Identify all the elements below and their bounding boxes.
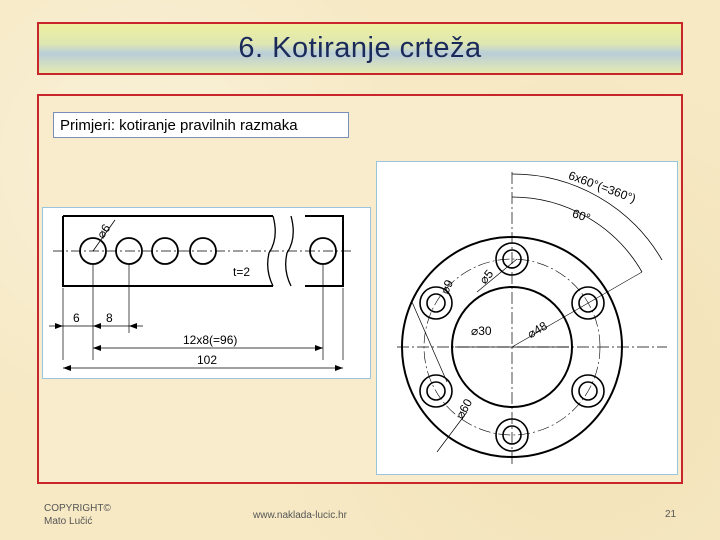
- outer-dia-label: ⌀60: [452, 396, 476, 422]
- copyright-line2: Mato Lučić: [44, 516, 93, 527]
- subtitle-box: [53, 112, 349, 138]
- hole-dia-label: ⌀6: [93, 221, 114, 241]
- copyright: [44, 502, 111, 528]
- pcd-label: ⌀48: [524, 318, 550, 342]
- strip-drawing: [43, 208, 370, 378]
- right-drawing-panel: [376, 161, 678, 475]
- flange-drawing: [377, 162, 677, 474]
- angle-total-label: 6x60°(=360°): [566, 168, 638, 206]
- pattern-dim-label: 12x8(=96): [183, 333, 238, 347]
- website-url: www.naklada-lucic.hr: [253, 510, 347, 521]
- thickness-label: t=2: [233, 265, 251, 279]
- page-number: 21: [665, 509, 677, 520]
- subtitle-text: Primjeri: kotiranje pravilnih razmaka: [60, 116, 298, 134]
- left-drawing-panel: [42, 207, 371, 379]
- pitch-dim-label: 8: [106, 311, 113, 325]
- inner-dia-label: ⌀30: [471, 324, 492, 338]
- angle-step-label: 60°: [570, 206, 593, 226]
- edge-dim-label: 6: [73, 311, 80, 325]
- bolt-hole-dia-label: ⌀5: [476, 266, 497, 287]
- slide-title: 6. Kotiranje crteža: [238, 32, 482, 64]
- total-dim-label: 102: [197, 353, 218, 367]
- copyright-line1: COPYRIGHT©: [44, 503, 111, 514]
- counterbore-dia-label: ⌀9: [437, 277, 457, 297]
- title-bar: [37, 22, 683, 75]
